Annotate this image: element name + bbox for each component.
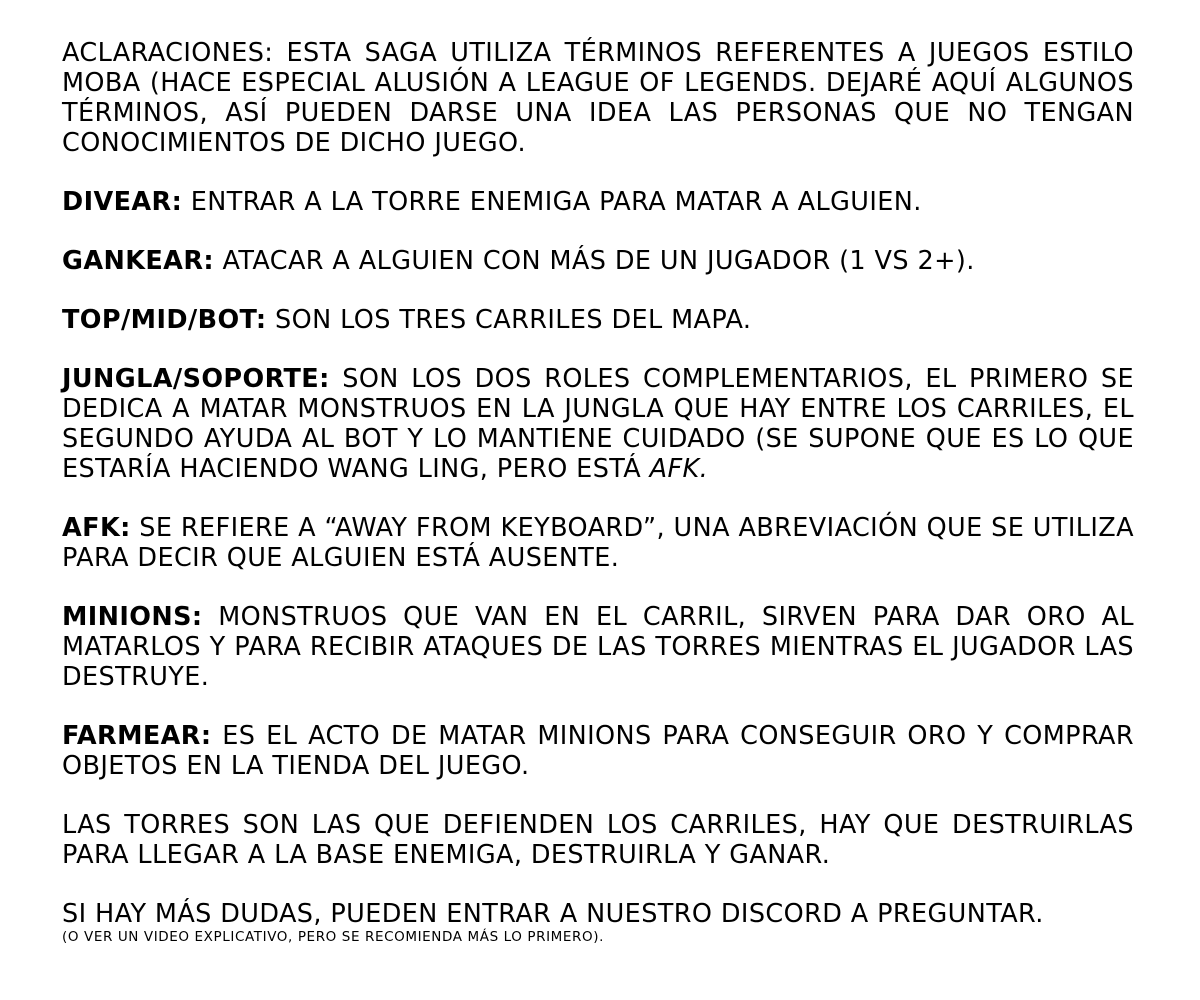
glossary-term: TOP/MID/BOT: [62,305,267,335]
glossary-definition: MONSTRUOS QUE VAN EN EL CARRIL, SIRVEN PARA DAR ORO AL MATARLOS Y PARA RECIBIR ATAQUES DE LAS TORRES MIENTRAS EL JUGADOR LAS DESTRUYE. [62,602,1134,692]
glossary-entry-afk [62,513,1134,573]
footnote: (O VER UN VIDEO EXPLICATIVO, PERO SE RECOMIENDA MÁS LO PRIMERO). [62,929,605,945]
glossary-entry-farmear [62,721,1134,781]
glossary-definition: ATACAR A ALGUIEN CON MÁS DE UN JUGADOR (1 VS 2+). [222,246,975,276]
glossary-entry-jungla-soporte [62,364,1134,484]
towers-paragraph: LAS TORRES SON LAS QUE DEFIENDEN LOS CARRILES, HAY QUE DESTRUIRLAS PARA LLEGAR A LA BASE ENEMIGA, DESTRUIRLA Y GANAR. [62,810,1134,870]
glossary-term: MINIONS: [62,602,203,632]
glossary-term: JUNGLA/SOPORTE: [62,364,330,394]
closing-paragraph: SI HAY MÁS DUDAS, PUEDEN ENTRAR A NUESTRO DISCORD A PREGUNTAR. [62,899,1044,929]
glossary-entry-lanes [62,305,1134,335]
glossary-definition: ENTRAR A LA TORRE ENEMIGA PARA MATAR A ALGUIEN. [190,187,922,217]
glossary-definition: SON LOS TRES CARRILES DEL MAPA. [275,305,752,335]
glossary-definition: SE REFIERE A “AWAY FROM KEYBOARD”, UNA ABREVIACIÓN QUE SE UTILIZA PARA DECIR QUE ALGUIEN ESTÁ AUSENTE. [62,513,1134,573]
glossary-definition: ES EL ACTO DE MATAR MINIONS PARA CONSEGUIR ORO Y COMPRAR OBJETOS EN LA TIENDA DEL JUEGO. [62,721,1134,781]
glossary-page [62,38,1134,945]
glossary-entry-minions [62,602,1134,692]
glossary-entry-gankear [62,246,1134,276]
glossary-definition: SON LOS DOS ROLES COMPLEMENTARIOS, EL PRIMERO SE DEDICA A MATAR MONSTRUOS EN LA JUNGLA QUE HAY ENTRE LOS CARRILES, EL SEGUNDO AYUDA AL BOT Y LO MANTIENE CUIDADO (SE SUPONE QUE ES LO QUE ESTARÍA HACIENDO WANG LING, PERO ESTÁ [62,364,1134,484]
glossary-term: DIVEAR: [62,187,183,217]
glossary-term: GANKEAR: [62,246,214,276]
glossary-term: AFK: [62,513,131,543]
intro-paragraph: ACLARACIONES: ESTA SAGA UTILIZA TÉRMINOS REFERENTES A JUEGOS ESTILO MOBA (HACE ESPECIAL ALUSIÓN A LEAGUE OF LEGENDS. DEJARÉ AQUÍ ALGUNOS TÉRMINOS, ASÍ PUEDEN DARSE UNA IDEA LAS PERSONAS QUE NO TENGAN CONOCIMIENTOS DE DICHO JUEGO. [62,38,1134,158]
glossary-term: FARMEAR: [62,721,212,751]
glossary-definition-italic: AFK. [649,454,709,484]
glossary-entry-divear [62,187,1134,217]
